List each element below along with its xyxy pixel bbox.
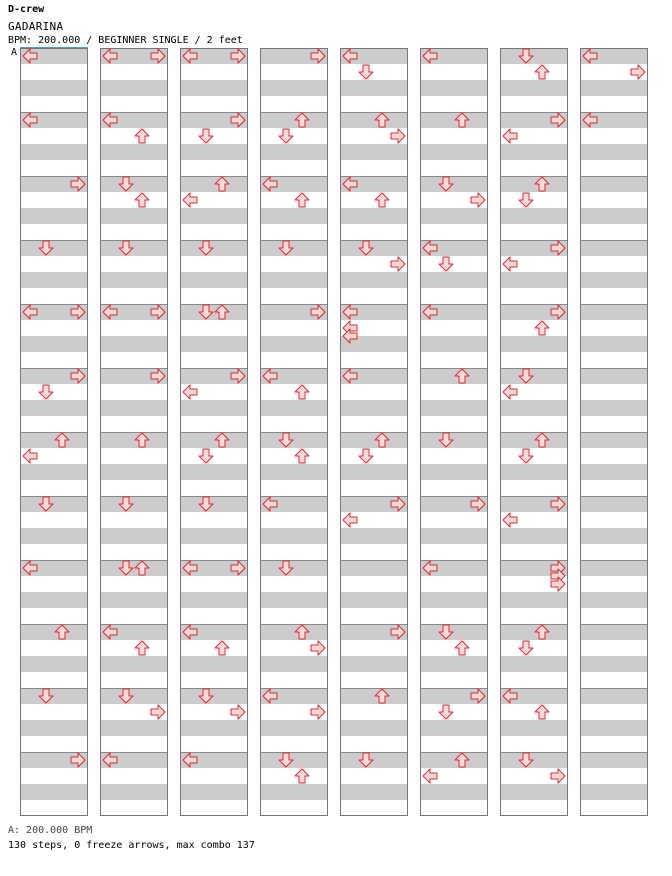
measure-stripe [100, 688, 168, 704]
measure-stripe [420, 656, 488, 672]
measure-stripe [260, 528, 328, 544]
measure-stripe [100, 240, 168, 256]
measure-stripe [100, 80, 168, 96]
measure-stripe [340, 400, 408, 416]
measure-stripe [500, 784, 568, 800]
measure-stripe [180, 432, 248, 448]
measure-stripe [580, 464, 648, 480]
measure-stripe [20, 624, 88, 640]
measure-stripe [420, 528, 488, 544]
step-arrow-up [295, 385, 309, 399]
step-arrow-right [391, 257, 405, 271]
step-arrow-left [23, 449, 37, 463]
measure-stripe [20, 528, 88, 544]
measure-stripe [500, 592, 568, 608]
step-arrow-down [199, 129, 213, 143]
measure-stripe [580, 688, 648, 704]
measure-stripe [180, 144, 248, 160]
step-arrow-down [39, 385, 53, 399]
step-arrow-left [503, 385, 517, 399]
measure-stripe [260, 752, 328, 768]
step-arrow-down [519, 449, 533, 463]
chart-stats: 130 steps, 0 freeze arrows, max combo 137 [8, 840, 255, 851]
measure-stripe [340, 592, 408, 608]
artist-name: D-crew [8, 4, 45, 15]
step-arrow-left [503, 257, 517, 271]
step-arrow-right [631, 65, 645, 79]
measure-stripe [500, 400, 568, 416]
step-arrow-up [455, 641, 469, 655]
measure-stripe [20, 400, 88, 416]
measure-stripe [180, 208, 248, 224]
measure-stripe [500, 336, 568, 352]
measure-stripe [100, 784, 168, 800]
measure-stripe [340, 464, 408, 480]
step-arrow-right [471, 193, 485, 207]
measure-stripe [260, 592, 328, 608]
measure-stripe [580, 208, 648, 224]
measure-stripe [340, 528, 408, 544]
measure-stripe [180, 240, 248, 256]
measure-stripe [180, 528, 248, 544]
step-arrow-down [519, 641, 533, 655]
step-arrow-left [423, 769, 437, 783]
step-arrow-up [295, 193, 309, 207]
measure-stripe [500, 80, 568, 96]
measure-stripe [260, 272, 328, 288]
measure-stripe [500, 208, 568, 224]
measure-stripe [580, 560, 648, 576]
step-arrow-up [375, 193, 389, 207]
measure-stripe [420, 592, 488, 608]
measure-stripe [100, 656, 168, 672]
measure-stripe [100, 560, 168, 576]
step-arrow-down [199, 449, 213, 463]
measure-stripe [580, 784, 648, 800]
measure-stripe [180, 464, 248, 480]
step-arrow-down [359, 65, 373, 79]
measure-stripe [180, 720, 248, 736]
step-arrow-right [231, 705, 245, 719]
step-arrow-up [295, 769, 309, 783]
measure-stripe [100, 272, 168, 288]
step-arrow-left [503, 129, 517, 143]
measure-stripe [500, 48, 568, 64]
step-arrow-left [183, 193, 197, 207]
step-arrow-right [551, 769, 565, 783]
measure-stripe [100, 336, 168, 352]
step-arrow-right [311, 705, 325, 719]
measure-stripe [340, 432, 408, 448]
measure-stripe [500, 528, 568, 544]
bpm-legend: A: 200.000 BPM [8, 825, 93, 836]
measure-stripe [340, 560, 408, 576]
measure-stripe [580, 432, 648, 448]
measure-stripe [420, 112, 488, 128]
measure-stripe [100, 528, 168, 544]
measure-stripe [500, 176, 568, 192]
measure-stripe [340, 240, 408, 256]
measure-stripe [180, 592, 248, 608]
bpm-start-line [20, 47, 88, 48]
measure-stripe [20, 592, 88, 608]
step-arrow-up [535, 705, 549, 719]
measure-stripe [340, 720, 408, 736]
measure-stripe [20, 144, 88, 160]
measure-stripe [20, 336, 88, 352]
step-arrow-down [519, 193, 533, 207]
measure-stripe [580, 368, 648, 384]
measure-stripe [420, 400, 488, 416]
step-arrow-down [279, 129, 293, 143]
measure-stripe [180, 272, 248, 288]
chart-column [260, 48, 328, 816]
measure-stripe [420, 464, 488, 480]
measure-stripe [260, 784, 328, 800]
measure-stripe [20, 464, 88, 480]
bpm-marker-label: A [11, 47, 18, 58]
step-arrow-down [359, 449, 373, 463]
chart-column [580, 48, 648, 816]
measure-stripe [500, 432, 568, 448]
measure-stripe [260, 464, 328, 480]
measure-stripe [500, 752, 568, 768]
step-arrow-right [391, 129, 405, 143]
measure-stripe [500, 656, 568, 672]
measure-stripe [420, 336, 488, 352]
measure-stripe [260, 656, 328, 672]
measure-stripe [580, 240, 648, 256]
measure-stripe [260, 432, 328, 448]
step-arrow-up [535, 321, 549, 335]
measure-stripe [340, 272, 408, 288]
measure-stripe [100, 400, 168, 416]
chart-column [500, 48, 568, 816]
measure-stripe [580, 176, 648, 192]
step-arrow-left [343, 513, 357, 527]
measure-stripe [420, 752, 488, 768]
measure-stripe [100, 432, 168, 448]
measure-stripe [580, 752, 648, 768]
measure-stripe [20, 656, 88, 672]
measure-stripe [500, 720, 568, 736]
measure-stripe [420, 208, 488, 224]
measure-stripe [180, 80, 248, 96]
measure-stripe [20, 432, 88, 448]
measure-stripe [420, 176, 488, 192]
measure-stripe [340, 112, 408, 128]
measure-stripe [340, 208, 408, 224]
measure-stripe [420, 144, 488, 160]
measure-stripe [580, 624, 648, 640]
measure-stripe [100, 208, 168, 224]
measure-stripe [420, 720, 488, 736]
chart-column [20, 48, 88, 816]
measure-stripe [340, 656, 408, 672]
step-arrow-left [183, 385, 197, 399]
step-arrow-right [151, 705, 165, 719]
measure-stripe [500, 368, 568, 384]
measure-stripe [100, 144, 168, 160]
step-arrow-left [503, 513, 517, 527]
step-arrow-up [295, 449, 309, 463]
measure-stripe [260, 112, 328, 128]
measure-stripe [180, 656, 248, 672]
measure-stripe [180, 336, 248, 352]
measure-stripe [100, 176, 168, 192]
measure-stripe [260, 240, 328, 256]
measure-stripe [340, 80, 408, 96]
measure-stripe [180, 176, 248, 192]
chart-column [180, 48, 248, 816]
measure-stripe [580, 400, 648, 416]
measure-stripe [340, 688, 408, 704]
measure-stripe [20, 80, 88, 96]
step-arrow-up [135, 129, 149, 143]
song-title: GADARINA [8, 20, 64, 33]
measure-stripe [340, 144, 408, 160]
measure-stripe [100, 464, 168, 480]
measure-stripe [180, 304, 248, 320]
chart-info: BPM: 200.000 / BEGINNER SINGLE / 2 feet [8, 35, 243, 46]
measure-stripe [260, 336, 328, 352]
step-arrow-down [439, 257, 453, 271]
measure-stripe [260, 400, 328, 416]
measure-stripe [100, 496, 168, 512]
measure-stripe [500, 624, 568, 640]
measure-stripe [260, 144, 328, 160]
measure-stripe [580, 304, 648, 320]
measure-stripe [420, 784, 488, 800]
measure-stripe [580, 144, 648, 160]
measure-stripe [180, 688, 248, 704]
measure-stripe [580, 336, 648, 352]
chart-column [100, 48, 168, 816]
measure-stripe [500, 464, 568, 480]
step-arrow-down [439, 705, 453, 719]
chart-column [420, 48, 488, 816]
measure-stripe [340, 752, 408, 768]
measure-stripe [20, 272, 88, 288]
measure-stripe [580, 592, 648, 608]
measure-stripe [580, 720, 648, 736]
measure-stripe [20, 208, 88, 224]
measure-stripe [260, 80, 328, 96]
measure-stripe [20, 496, 88, 512]
measure-stripe [260, 720, 328, 736]
measure-stripe [420, 432, 488, 448]
measure-stripe [100, 720, 168, 736]
measure-stripe [500, 272, 568, 288]
measure-stripe [20, 720, 88, 736]
measure-stripe [180, 400, 248, 416]
measure-stripe [180, 784, 248, 800]
measure-stripe [100, 592, 168, 608]
measure-stripe [580, 656, 648, 672]
measure-stripe [420, 272, 488, 288]
step-arrow-up [135, 193, 149, 207]
measure-stripe [340, 784, 408, 800]
step-arrow-right [311, 641, 325, 655]
measure-stripe [180, 496, 248, 512]
step-arrow-up [135, 641, 149, 655]
measure-stripe [260, 624, 328, 640]
measure-stripe [580, 528, 648, 544]
measure-stripe [580, 272, 648, 288]
measure-stripe [420, 368, 488, 384]
measure-stripe [580, 80, 648, 96]
measure-stripe [580, 496, 648, 512]
chart-column [340, 48, 408, 816]
measure-stripe [420, 80, 488, 96]
measure-stripe [260, 208, 328, 224]
measure-stripe [20, 688, 88, 704]
measure-stripe [420, 624, 488, 640]
measure-stripe [260, 560, 328, 576]
measure-stripe [20, 240, 88, 256]
measure-stripe [20, 784, 88, 800]
measure-stripe [500, 144, 568, 160]
step-arrow-up [215, 641, 229, 655]
step-arrow-up [535, 65, 549, 79]
